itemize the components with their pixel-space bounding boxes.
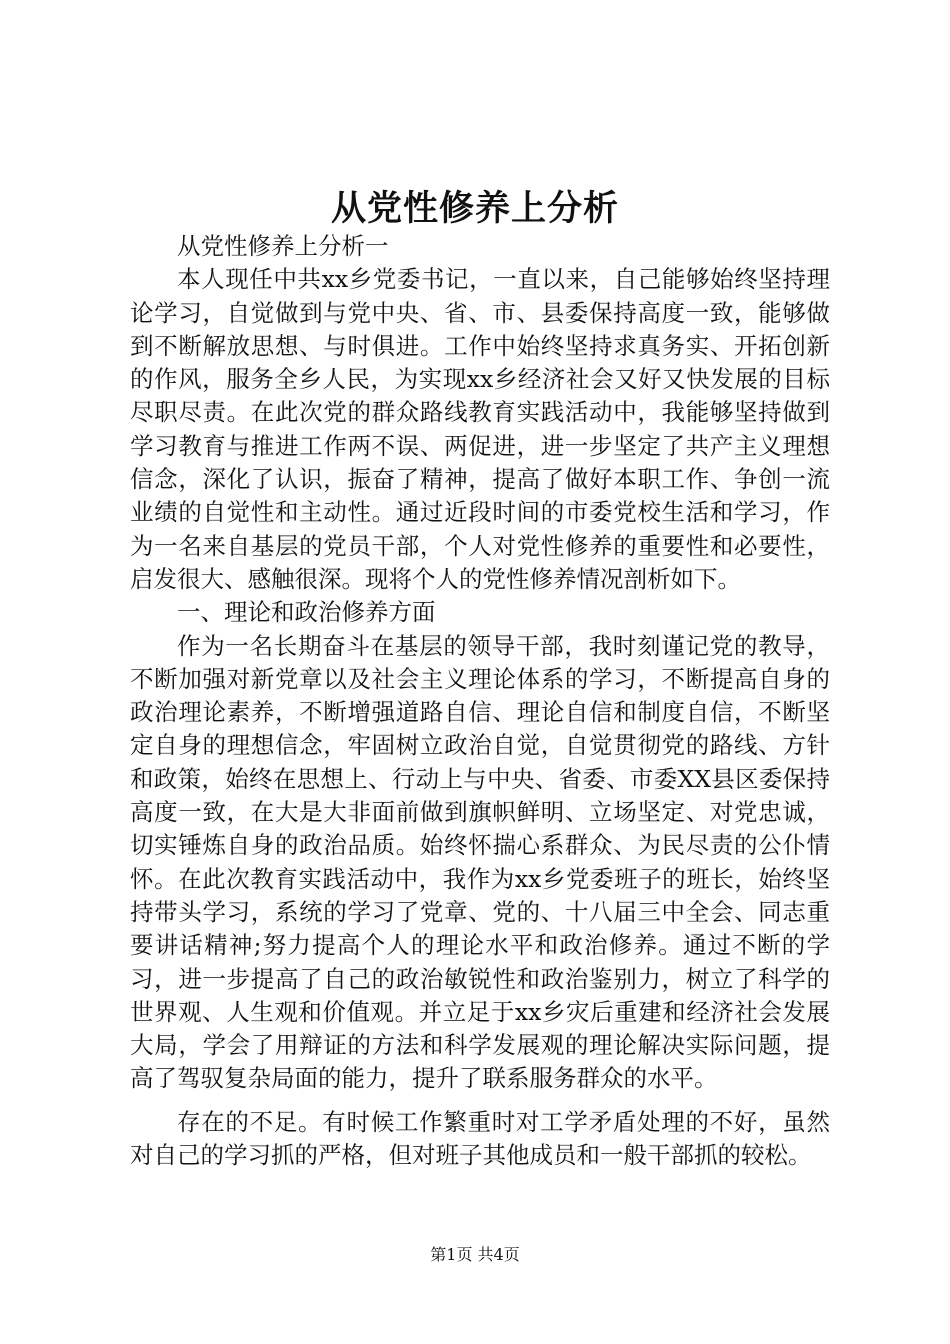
section-heading-theory-politics: 一、理论和政治修养方面 bbox=[177, 598, 436, 627]
paragraph-intro: 本人现任中共xx乡党委书记，一直以来，自己能够始终坚持理论学习，自觉做到与党中央、省、市、县委保持高度一致，能够做到不断解放思想、与时俱进。工作中始终坚持求真务实、开拓创新的作风，服务全乡人民，为实现xx乡经济社会又好又快发展的目标尽职尽责。在此次党的群众路线教育实践活动中，我能够坚持做到学习教育与推进工作两不误、两促进，进一步坚定了共产主义理想信念，深化了认识，振奋了精神，提高了做好本职工作、争创一流业绩的自觉性和主动性。通过近段时间的市委党校生活和学习，作为一名来自基层的党员干部，个人对党性修养的重要性和必要性，启发很大、感触很深。现将个人的党性修养情况剖析如下。 bbox=[130, 265, 830, 593]
page-number-footer: 第1页 共4页 bbox=[430, 1245, 520, 1264]
document-title: 从党性修养上分析 bbox=[330, 188, 619, 229]
paragraph-shortcomings: 存在的不足。有时候工作繁重时对工学矛盾处理的不好，虽然对自己的学习抓的严格，但对班子其他成员和一般干部抓的较松。 bbox=[130, 1107, 830, 1170]
document-body bbox=[130, 230, 830, 1172]
paragraph-theory-politics: 作为一名长期奋斗在基层的领导干部，我时刻谨记党的教导，不断加强对新党章以及社会主义理论体系的学习，不断提高自身的政治理论素养，不断增强道路自信、理论自信和制度自信，不断坚定自身的理想信念，牢固树立政治自觉，自觉贯彻党的路线、方针和政策，始终在思想上、行动上与中央、省委、市委XX县区委保持高度一致，在大是大非面前做到旗帜鲜明、立场坚定、对党忠诚，切实锤炼自身的政治品质。始终怀揣心系群众、为民尽责的公仆情怀。在此次教育实践活动中，我作为xx乡党委班子的班长，始终坚持带头学习，系统的学习了党章、党的、十八届三中全会、同志重要讲话精神;努力提高个人的理论水平和政治修养。通过不断的学习，进一步提高了自己的政治敏锐性和政治鉴别力，树立了科学的世界观、人生观和价值观。并立足于xx乡灾后重建和经济社会发展大局，学会了用辩证的方法和科学发展观的理论解决实际问题，提高了驾驭复杂局面的能力，提升了联系服务群众的水平。 bbox=[130, 631, 830, 1093]
paragraph-subtitle: 从党性修养上分析一 bbox=[177, 232, 389, 260]
